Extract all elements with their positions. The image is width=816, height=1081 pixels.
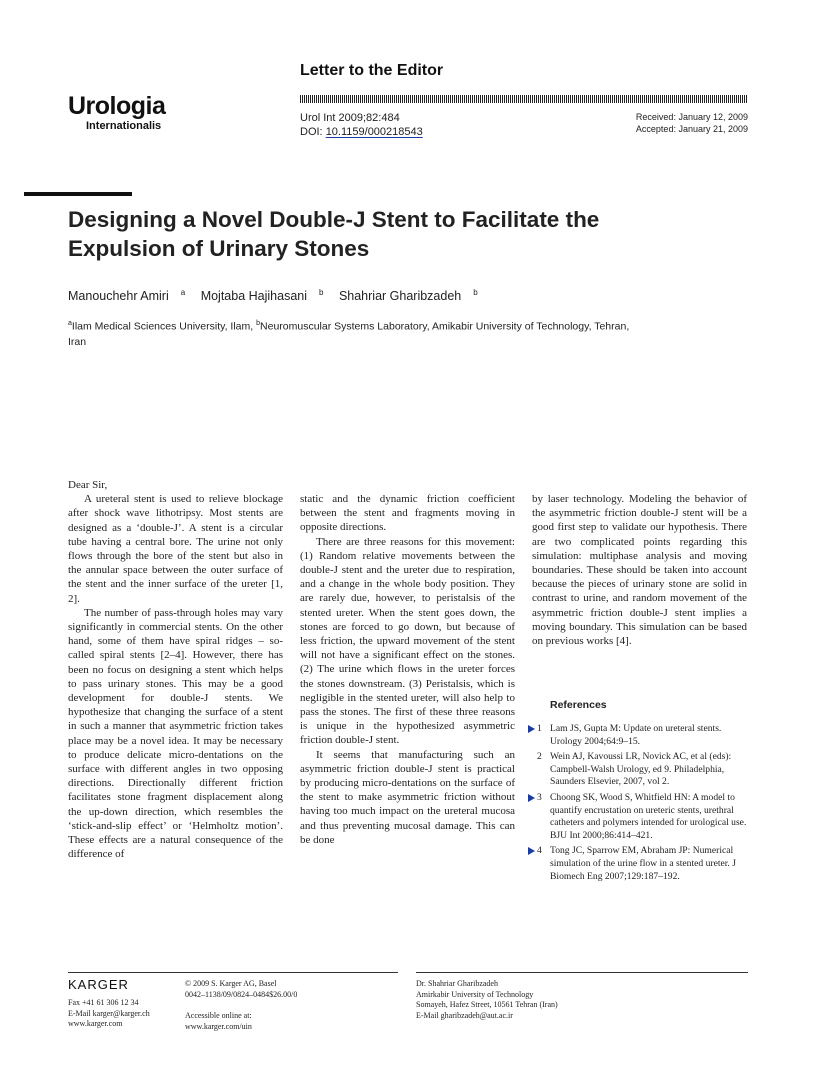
- publisher-web[interactable]: www.karger.com: [68, 1019, 123, 1028]
- doi-link[interactable]: 10.1159/000218543: [325, 126, 423, 138]
- references-heading: References: [550, 699, 607, 711]
- issn: 0042–1138/09/0824–0484$26.00/0: [185, 989, 298, 999]
- body-column-2: [300, 492, 515, 847]
- reference-list: [532, 723, 748, 886]
- header-hatch-bar: [300, 95, 748, 103]
- reference-number: 1: [537, 723, 542, 734]
- reference-number: 2: [537, 751, 542, 763]
- publisher-fax: Fax +41 61 306 12 34: [68, 998, 139, 1007]
- citation-block: [300, 111, 423, 139]
- access-url[interactable]: www.karger.com/uin: [185, 1021, 252, 1031]
- author: Mojtaba Hajihasani $^b$: [200, 288, 324, 304]
- reference-item[interactable]: [532, 723, 748, 748]
- citation: Urol Int 2009;82:484: [300, 112, 400, 124]
- corr-email[interactable]: E-Mail gharibzadeh@aut.ac.ir: [416, 1010, 513, 1020]
- reference-link-arrow-icon[interactable]: [528, 794, 535, 802]
- doi-line: [300, 125, 423, 139]
- journal-subname: Internationalis: [86, 120, 162, 132]
- paragraph: static and the dynamic friction coefficient between the stent and fragments moving in opposite directions.: [300, 493, 515, 534]
- publisher-logo: KARGER: [68, 977, 129, 992]
- paragraph: A ureteral stent is used to relieve blockage after shock wave lithotripsy. Most stents are designed as a ‘double-J’. A stent is a circular tube having a central bore. The urine not only flows through the bore of the stent but also in the annular space between the outer surface of the stent and the inner surface of the ureter [1, 2].: [68, 493, 283, 605]
- footer-rule: [416, 972, 748, 973]
- body-column-3: [532, 492, 747, 648]
- body-column-1: [68, 478, 283, 861]
- salutation: Dear Sir,: [68, 479, 108, 491]
- corr-institution: Amirkabir University of Technology: [416, 989, 534, 999]
- reference-text: Lam JS, Gupta M: Update on ureteral stents. Urology 2004;64:9–15.: [550, 723, 722, 747]
- footer-rule: [68, 972, 398, 973]
- reference-link-arrow-icon[interactable]: [528, 725, 535, 733]
- author-list: [68, 288, 490, 303]
- reference-text: Tong JC, Sparrow EM, Abraham JP: Numerical simulation of the urine flow in a stented ureter. J Biomech Eng 2007;129:187–192.: [550, 845, 736, 882]
- title-rule: [24, 192, 132, 196]
- reference-item[interactable]: [532, 845, 748, 883]
- affiliations: $^a$Ilam Medical Sciences University, Ilam, $^b$Neuromuscular Systems Laboratory, Amikabir University of Technology, Tehran, Iran: [68, 320, 630, 348]
- corr-address: Somayeh, Hafez Street, 10561 Tehran (Iran): [416, 1000, 558, 1009]
- paragraph: There are three reasons for this movement: (1) Random relative movements between the double-J stent and the ureter due to respiration, and a change in the whole body position. They are rarely due, however, to peristalsis of the stented ureter. When the stent goes down, the stones are forced to go down, but because of less friction, the upward movement of the stent will not have a significant effect on the stones. (2) The urine which flows in the ureter forces the stones downstream. (3) Peristalsis, which is negligible in the stented ureter, will also help to pass the stones. The first of these three reasons is unique in the hypothesized asymmetric friction double-J stent.: [300, 535, 515, 747]
- doi-label: DOI:: [300, 126, 323, 138]
- author: Manouchehr Amiri $^a$: [68, 288, 186, 304]
- paragraph: The number of pass-through holes may vary significantly in commercial stents. On the other hand, some of them have spiral ridges – so-called spiral stents [2–4]. However, there has been no focus on designing a stent which helps to pass urinary stones. This may be a good development for double-J stents. We hypothesize that changing the surface of a stent in such a manner that asymmetric friction takes place may be a novel idea. It may be necessary to produce delicate micro-dentations on the surface with different angles in two opposing directions. Directionally different friction facilitates stone fragment displacement along the up-down direction, which resembles the ‘stick-and-slip effect’ or ‘Helmholtz motion’. These effects are a natural consequence of the difference of: [68, 606, 283, 861]
- publisher-contact: [68, 998, 150, 1030]
- reference-number: 4: [537, 845, 542, 857]
- section-label: Letter to the Editor: [300, 62, 444, 79]
- correspondence-block: [416, 979, 558, 1021]
- received-date: Received: January 12, 2009: [635, 112, 748, 122]
- accepted-date: Accepted: January 21, 2009: [635, 124, 748, 134]
- copyright-block: [185, 979, 297, 1000]
- author: Shahriar Gharibzadeh $^b$: [338, 288, 478, 304]
- reference-text: Wein AJ, Kavoussi LR, Novick AC, et al (eds): Campbell-Walsh Urology, ed 9. Philadelphia, Saunders Elsevier, 2007, vol 2.: [550, 751, 732, 788]
- dates-block: [636, 111, 748, 135]
- corr-name: Dr. Shahriar Gharibzadeh: [416, 979, 498, 988]
- reference-link-arrow-icon[interactable]: [528, 847, 535, 855]
- journal-name: Urologia: [68, 92, 166, 120]
- copyright: © 2009 S. Karger AG, Basel: [185, 979, 277, 988]
- reference-text: Choong SK, Wood S, Whitfield HN: A model to quantify encrustation on ureteric stents, urethral catheters and polymers intended for urological use. BJU Int 2000;86:414–421.: [550, 791, 747, 841]
- article-title: Designing a Novel Double-J Stent to Facilitate the Expulsion of Urinary Stones: [68, 207, 600, 261]
- paragraph: by laser technology. Modeling the behavior of the asymmetric friction double-J stent will be a good first step to validate our hypothesis. There are two complicated points regarding this simulation: multiphase analysis and moving boundaries. These should be taken into account because the pieces of urinary stone are solid in contrast to urine, and random movement of the asymmetric friction double-J stent implies a moving boundary. This simulation can be based on previous works [4].: [532, 493, 747, 648]
- reference-item: [532, 751, 748, 789]
- access-block: [185, 1011, 252, 1032]
- publisher-email[interactable]: E-Mail karger@karger.ch: [68, 1008, 150, 1018]
- reference-number: 3: [537, 791, 542, 803]
- paragraph: It seems that manufacturing such an asymmetric friction double-J stent is practical by producing micro-dentations on the surface of the stent to make asymmetric friction without having too much impact on the ureteral mucosa and thus preventing mucosal damage. This can be done: [300, 748, 515, 846]
- reference-item[interactable]: [532, 792, 748, 842]
- access-label: Accessible online at:: [185, 1011, 252, 1020]
